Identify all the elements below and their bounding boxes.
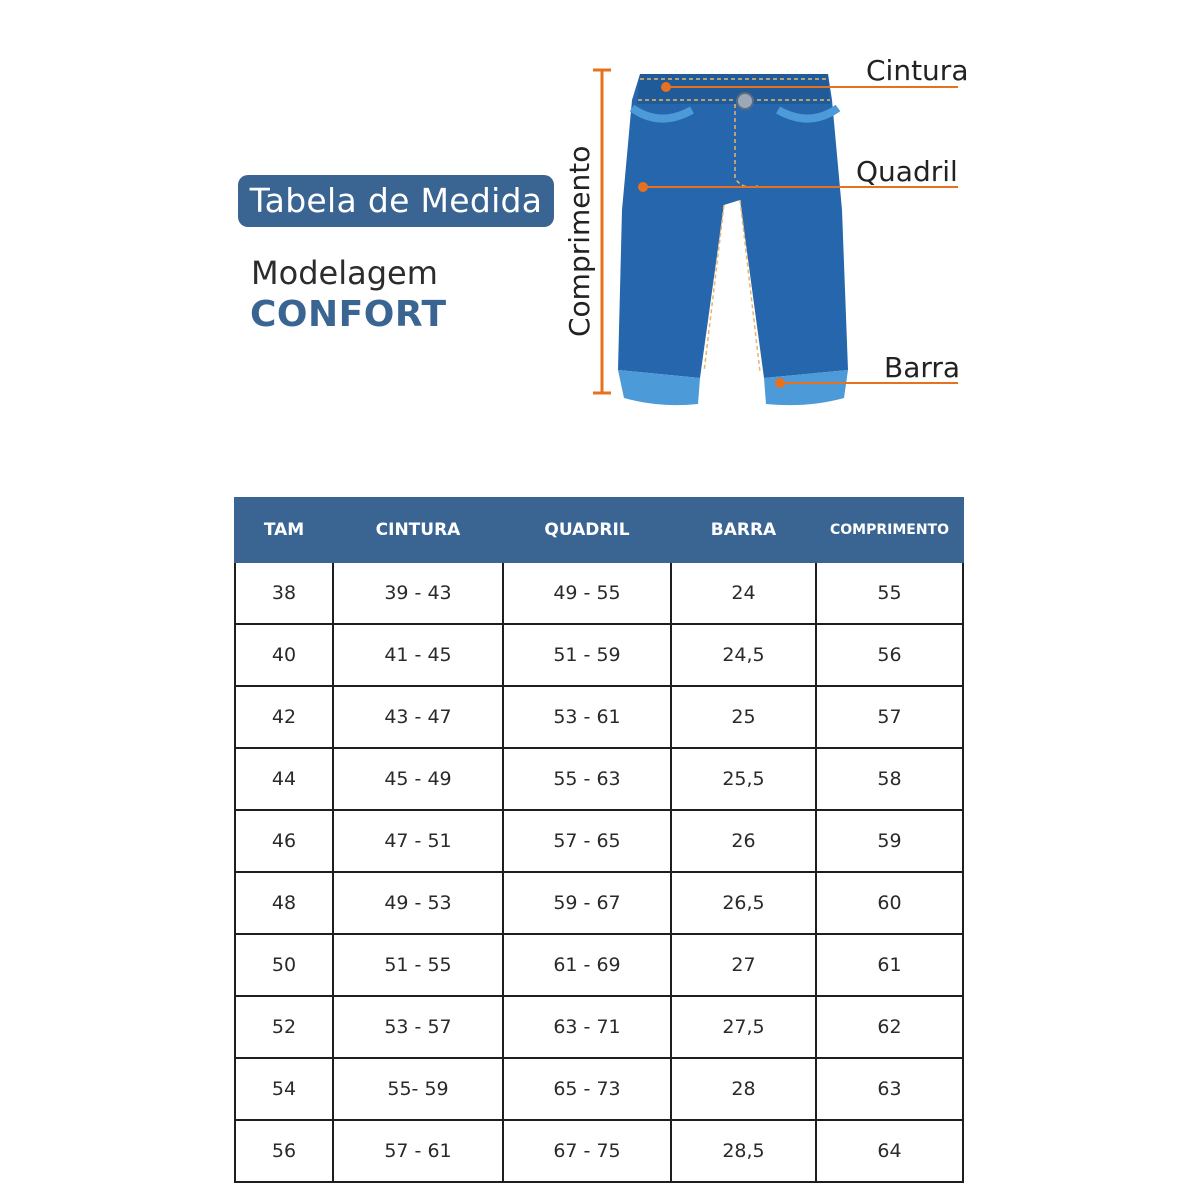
cell-barra: 25,5 <box>671 748 816 810</box>
cell-tam: 56 <box>235 1120 333 1182</box>
cell-tam: 48 <box>235 872 333 934</box>
cell-quadril: 51 - 59 <box>503 624 671 686</box>
cell-tam: 44 <box>235 748 333 810</box>
cell-comprimento: 57 <box>816 686 963 748</box>
cell-comprimento: 64 <box>816 1120 963 1182</box>
table-row <box>235 810 963 872</box>
cell-quadril: 53 - 61 <box>503 686 671 748</box>
cell-barra: 28,5 <box>671 1120 816 1182</box>
waist-label: Cintura <box>866 54 969 87</box>
table-row <box>235 1058 963 1120</box>
cell-comprimento: 61 <box>816 934 963 996</box>
shorts-icon <box>618 74 848 405</box>
size-table <box>234 497 964 1183</box>
header-comprimento: COMPRIMENTO <box>816 498 963 562</box>
cell-comprimento: 63 <box>816 1058 963 1120</box>
length-label: Comprimento <box>563 145 596 337</box>
cell-comprimento: 58 <box>816 748 963 810</box>
cell-barra: 26 <box>671 810 816 872</box>
cell-tam: 42 <box>235 686 333 748</box>
header-tam: TAM <box>235 498 333 562</box>
cell-cintura: 41 - 45 <box>333 624 503 686</box>
model-name: CONFORT <box>250 294 447 335</box>
cell-cintura: 53 - 57 <box>333 996 503 1058</box>
cell-barra: 26,5 <box>671 872 816 934</box>
cell-quadril: 49 - 55 <box>503 562 671 624</box>
table-header-row <box>235 498 963 562</box>
hip-label: Quadril <box>856 155 958 188</box>
cell-comprimento: 62 <box>816 996 963 1058</box>
cell-barra: 27,5 <box>671 996 816 1058</box>
cell-barra: 25 <box>671 686 816 748</box>
cell-quadril: 61 - 69 <box>503 934 671 996</box>
cell-quadril: 59 - 67 <box>503 872 671 934</box>
cell-barra: 24 <box>671 562 816 624</box>
hem-label: Barra <box>884 351 961 384</box>
cell-cintura: 49 - 53 <box>333 872 503 934</box>
cell-cintura: 47 - 51 <box>333 810 503 872</box>
cell-tam: 40 <box>235 624 333 686</box>
cell-barra: 24,5 <box>671 624 816 686</box>
model-label: Modelagem <box>251 254 438 292</box>
cell-cintura: 39 - 43 <box>333 562 503 624</box>
table-row <box>235 624 963 686</box>
cell-tam: 46 <box>235 810 333 872</box>
cell-comprimento: 60 <box>816 872 963 934</box>
cell-tam: 38 <box>235 562 333 624</box>
cell-barra: 28 <box>671 1058 816 1120</box>
cell-cintura: 57 - 61 <box>333 1120 503 1182</box>
table-row <box>235 686 963 748</box>
header-quadril: QUADRIL <box>503 498 671 562</box>
cell-cintura: 45 - 49 <box>333 748 503 810</box>
cell-comprimento: 56 <box>816 624 963 686</box>
cell-tam: 50 <box>235 934 333 996</box>
cell-cintura: 43 - 47 <box>333 686 503 748</box>
cell-comprimento: 59 <box>816 810 963 872</box>
cell-quadril: 63 - 71 <box>503 996 671 1058</box>
title-badge: Tabela de Medida <box>238 175 554 227</box>
cell-comprimento: 55 <box>816 562 963 624</box>
cell-quadril: 65 - 73 <box>503 1058 671 1120</box>
header-cintura: CINTURA <box>333 498 503 562</box>
table-row <box>235 748 963 810</box>
cell-quadril: 57 - 65 <box>503 810 671 872</box>
table-row <box>235 934 963 996</box>
cell-tam: 52 <box>235 996 333 1058</box>
header-barra: BARRA <box>671 498 816 562</box>
table-row <box>235 872 963 934</box>
table-row <box>235 996 963 1058</box>
cell-cintura: 55- 59 <box>333 1058 503 1120</box>
table-row <box>235 562 963 624</box>
cell-barra: 27 <box>671 934 816 996</box>
table-row <box>235 1120 963 1182</box>
cell-tam: 54 <box>235 1058 333 1120</box>
cell-quadril: 67 - 75 <box>503 1120 671 1182</box>
cell-cintura: 51 - 55 <box>333 934 503 996</box>
cell-quadril: 55 - 63 <box>503 748 671 810</box>
